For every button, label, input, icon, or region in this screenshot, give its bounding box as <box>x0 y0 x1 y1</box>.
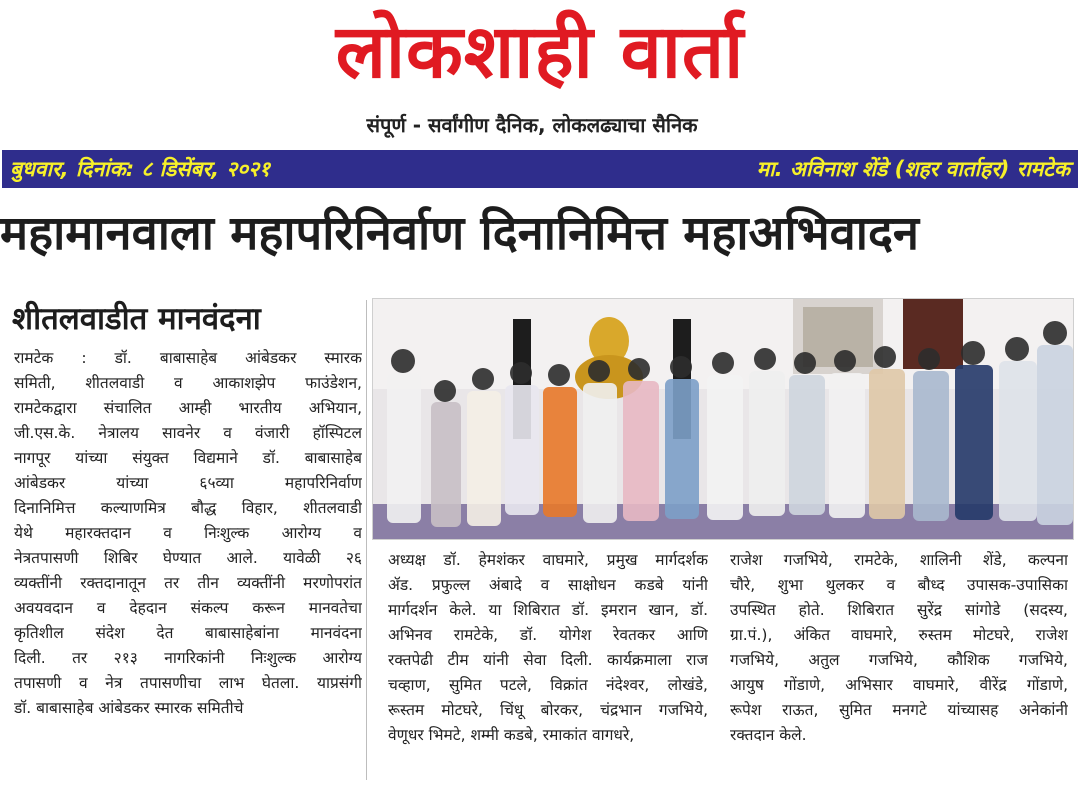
article-line: गजभिये, अतुल गजभिये, कौशिक गजभिये, <box>730 651 1068 669</box>
article-line: व्यक्तींनी रक्तदानातून तर तीन व्यक्तींनी मरणोपरांत <box>14 574 362 592</box>
article-line: उपस्थित होते. शिबिरात सुरेंद्र सांगोडे (सदस्य, <box>730 601 1068 619</box>
article-line: अध्यक्ष डॉ. हेमशंकर वाघमारे, प्रमुख मार्गदर्शक <box>388 551 708 569</box>
article-column-2 <box>388 548 708 748</box>
group-photo-illustration <box>373 299 1073 539</box>
article-line: रामटेकद्वारा संचालित आम्ही भारतीय अभियान, <box>14 399 362 417</box>
article-line: दिली. तर २१३ नागरिकांनी निःशुल्क आरोग्य <box>14 649 362 667</box>
headline: महामानवाला महापरिनिर्वाण दिनानिमित्त महाअभिवादन <box>0 206 920 261</box>
newspaper-tagline: संपूर्ण - सर्वांगीण दैनिक, लोकलढ्याचा सैनिक <box>366 113 698 137</box>
article-line: चौरे, शुभा थुलकर व बौध्द उपासक-उपासिका <box>730 576 1068 594</box>
article-line: रूपेश राऊत, सुमित मनगटे यांच्यासह अनेकांनी <box>730 701 1068 719</box>
article-line: रक्तदान केले. <box>730 726 807 744</box>
newspaper-logo: लोकशाही वार्ता <box>335 9 745 95</box>
article-line: ग्रा.पं.), अंकित वाघमारे, रुस्तम मोटघरे, राजेश <box>730 626 1068 644</box>
reporter-credit: मा. अविनाश शेंडे (शहर वार्ताहर) रामटेक <box>756 157 1070 181</box>
subheadline: शीतलवाडीत मानवंदना <box>12 301 261 337</box>
article-line: आयुष गोंडाणे, अभिसार वाघमारे, वीरेंद्र गोंडाणे, <box>730 676 1068 694</box>
article-line: वेणूधर भिमटे, शम्मी कडबे, रमाकांत वागधरे, <box>388 726 635 744</box>
article-line: जी.एस.के. नेत्रालय सावनेर व वंजारी हॉस्पिटल <box>14 424 362 442</box>
article-line: कृतिशील संदेश देत बाबासाहेबांना मानवंदना <box>14 624 362 642</box>
article-line: समिती, शीतलवाडी व आकाशझेप फाउंडेशन, <box>14 374 362 392</box>
article-line: अभिनव रामटेके, डॉ. योगेश रेवतकर आणि <box>388 626 708 644</box>
dateline-bar <box>2 150 1078 188</box>
publication-date: बुधवार, दिनांक: ८ डिसेंबर, २०२१ <box>10 157 271 181</box>
article-line: चव्हाण, सुमित पटले, विक्रांत नंदेश्वर, लोखंडे, <box>388 676 708 694</box>
masthead <box>0 0 1080 148</box>
article-column-1 <box>14 346 362 721</box>
article-line: मार्गदर्शन केले. या शिबिरात डॉ. इमरान खान, डॉ. <box>388 601 708 619</box>
column-divider <box>366 300 367 780</box>
article-line: ॲड. प्रफुल्ल अंबादे व साक्षोधन कडबे यांनी <box>388 576 708 594</box>
article-line: नागपूर यांच्या संयुक्त विद्यमाने डॉ. बाबासाहेब <box>14 449 362 467</box>
article-line: येथे महारक्तदान व निःशुल्क आरोग्य व <box>14 524 362 542</box>
article-line: अवयवदान व देहदान संकल्प करून मानवतेचा <box>14 599 362 617</box>
article-line: रक्तपेढी टीम यांनी सेवा दिली. कार्यक्रमाला राज <box>388 651 708 669</box>
article-line: तपासणी व नेत्र तपासणीचा लाभ घेतला. याप्रसंगी <box>14 674 362 692</box>
article-line: दिनानिमित्त कल्याणमित्र बौद्ध विहार, शीतलवाडी <box>14 499 362 517</box>
event-photo <box>372 298 1074 540</box>
article-line: राजेश गजभिये, रामटेके, शालिनी शेंडे, कल्पना <box>730 551 1068 569</box>
article-line: रूस्तम मोटघरे, चिंधू बोरकर, चंद्रभान गजभिये, <box>388 701 708 719</box>
article-line: आंबेडकर यांच्या ६५व्या महापरिनिर्वाण <box>14 474 362 492</box>
article-line: रामटेक : डॉ. बाबासाहेब आंबेडकर स्मारक <box>14 349 362 367</box>
article-line: डॉ. बाबासाहेब आंबेडकर स्मारक समितीचे <box>14 699 244 717</box>
article-line: नेत्रतपासणी शिबिर घेण्यात आले. यावेळी २६ <box>14 549 362 567</box>
article-column-3 <box>730 548 1068 748</box>
